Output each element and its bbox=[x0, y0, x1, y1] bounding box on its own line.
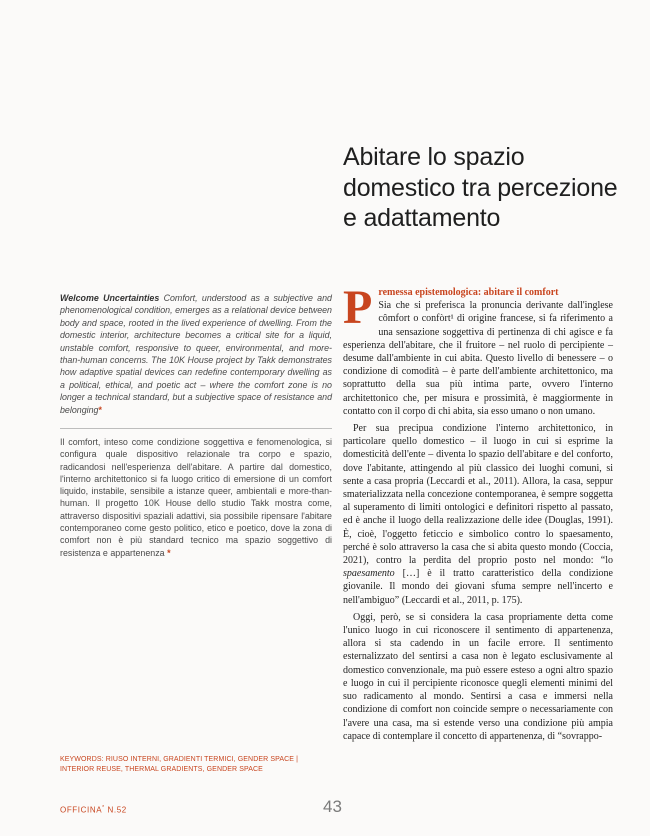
article-title: Abitare lo spazio domestico tra percezione e adattamento bbox=[343, 143, 618, 232]
drop-cap: P bbox=[343, 281, 373, 334]
body-paragraph-1-text: Sia che si preferisca la pronuncia derivante dall'inglese cômfort o confòrt¹ di origine francese, si fa riferimento a una sensazione soggettiva di pertinenza di chi agisce e fa esperienza dell'abitare, che il fruitore – nel ruolo di percipiente – desume dall'ambiente in cui abita. Questo livello di benessere – o condizione di comodità – è parte dell'ambiente architettonico, ma soprattutto della sua più intima parte, ovvero l'interno architettonico che, per misura e prossimità, è maggiormente in contatto con il corpo di chi abita, sia esso umano o non umano. bbox=[343, 300, 613, 417]
body-paragraph-1 bbox=[343, 281, 613, 418]
abstract-italian bbox=[60, 436, 332, 559]
body-paragraph-2-text-a: Per sua precipua condizione l'interno architettonico, in particolare quello domestico – il luogo in cui si esprime la domesticità dell'ente – diventa lo spazio dell'abitare e del conforto, dove l'abitante, attingendo al più classico dei luoghi comuni, si sente a casa propria (Leccardi et al., 2011). Allora, la casa, seppur smaterializzata nella concezione contemporanea, è sempre soggetta al superamento di limiti ontologici e definitori rispetto al passato, ed è anche il luogo della realizzazione delle idee (Douglas, 1991). È, cioè, l'oggetto feticcio e simbolico contro lo spaesamento, perché è solo attraverso la casa che si abita questo mondo (Coccia, 2021), contro la perdita del proprio posto nel mondo: “lo bbox=[343, 423, 613, 567]
journal-mark: * bbox=[102, 805, 105, 811]
page-number: 43 bbox=[323, 797, 342, 816]
abstract-italian-star: * bbox=[167, 547, 171, 558]
abstract-divider bbox=[60, 428, 332, 429]
abstract-italian-text: Il comfort, inteso come condizione soggettiva e fenomenologica, si configura quale dispositivo relazionale tra corpo e spazio, radicandosi nell'esperienza dell'abitare. A partire dal domestico, l'interno architettonico si fa luogo critico di emersione di un comfort liquido, instabile, sensibile a istanze queer, ambientali e more-than-human. Il progetto 10K House dello studio Takk mostra come, attraverso dispositivi spaziali adattivi, sia possibile ripensare l'abitare contemporaneo come gesto politico, etico e poetico, dove la zona di comfort non è più standard tecnico ma spazio soggettivo di resistenza e appartenenza bbox=[60, 437, 332, 558]
abstract-english-star: * bbox=[98, 404, 102, 415]
keywords: KEYWORDS: RIUSO INTERNI, GRADIENTI TERMICI, GENDER SPACE | INTERIOR REUSE, THERMAL GRADIENTS, GENDER SPACE bbox=[60, 756, 298, 773]
body-paragraph-2-text-b: […] è il tratto caratteristico della condizione giovanile. Il mondo dei giovani sfuma sempre nell'incerto e nell'ambiguo” (Leccardi et al., 2011, p. 175). bbox=[343, 568, 613, 606]
article-body bbox=[343, 281, 613, 747]
journal-issue: N.52 bbox=[104, 805, 127, 815]
body-paragraph-3: Oggi, però, se si considera la casa propriamente detta come l'unico luogo in cui riconoscere il sentimento di appartenenza, allora si sta cadendo in un facile errore. Il sentimento esternalizzato del sentirsi a casa non è legato esclusivamente al domestico convenzionale, ma può essere esteso a ogni altro spazio e luogo in cui il percipiente riconosce quegli elementi minimi del suo radicamento al mondo. Sentirsi a casa e immersi nella condizione di comfort non coincide sempre o necessariamente con l'avere una casa, ma si estende verso una condizione più ampia capace di contemplare il concetto di appartenenza, di “sovrappo- bbox=[343, 611, 613, 742]
abstract-lead: Welcome Uncertainties bbox=[60, 293, 160, 303]
journal-footer bbox=[60, 805, 127, 815]
section-title: remessa epistemologica: abitare il comfort bbox=[378, 287, 559, 298]
abstract-english bbox=[60, 292, 332, 416]
journal-name: OFFICINA bbox=[60, 805, 103, 815]
abstract-english-text: Comfort, understood as a subjective and phenomenological condition, emerges as a relational device between body and space, rooted in the lived experience of dwelling. From the domestic interior, architecture becomes a critical site for a liquid, unstable comfort, responsive to queer, environmental, and more-than-human concerns. The 10K House project by Takk demonstrates how adaptive spatial devices can redefine contemporary dwelling as a political, ethical, and poetic act – where the comfort zone is no longer a technical standard, but a subjective space of resistance and belonging bbox=[60, 293, 332, 415]
body-paragraph-2-emphasis: spaesamento bbox=[343, 568, 395, 580]
body-paragraph-2 bbox=[343, 422, 613, 607]
